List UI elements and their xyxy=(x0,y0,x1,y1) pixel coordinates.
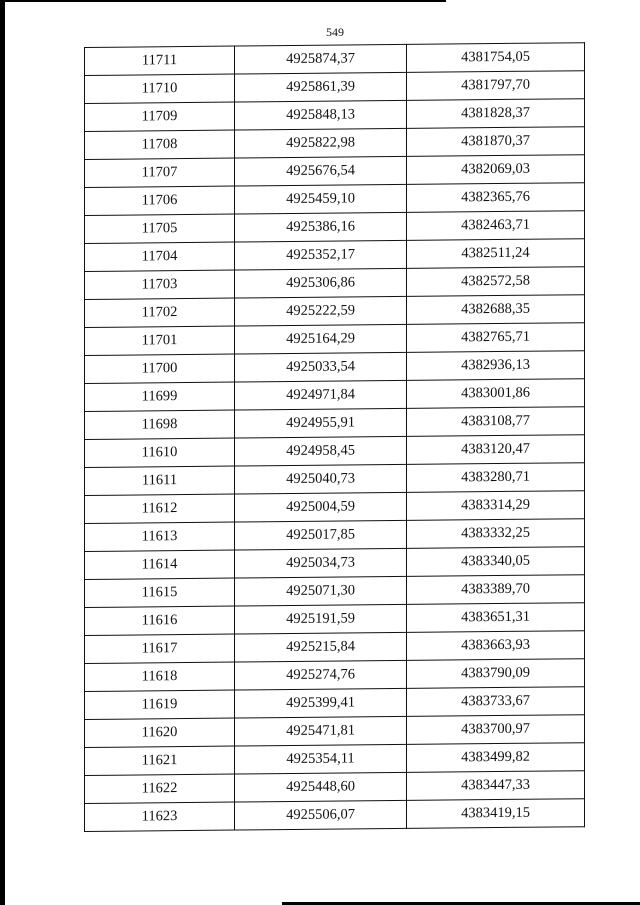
x-coordinate-cell: 4925448,60 xyxy=(235,772,407,802)
y-coordinate-cell: 4381870,37 xyxy=(407,127,585,157)
y-coordinate-cell: 4383733,67 xyxy=(407,687,585,717)
table-row xyxy=(85,379,585,412)
table-row xyxy=(85,715,585,748)
x-coordinate-cell: 4925874,37 xyxy=(235,44,407,74)
scan-border-top xyxy=(0,0,446,2)
x-coordinate-cell: 4925191,59 xyxy=(235,604,407,634)
point-number-cell: 11620 xyxy=(85,718,235,747)
y-coordinate-cell: 4383280,71 xyxy=(407,463,585,493)
table-row xyxy=(85,43,585,76)
point-number-cell: 11619 xyxy=(85,690,235,719)
y-coordinate-cell: 4382572,58 xyxy=(407,267,585,297)
point-number-cell: 11705 xyxy=(85,214,235,243)
y-coordinate-cell: 4383340,05 xyxy=(407,547,585,577)
table-row xyxy=(85,323,585,356)
point-number-cell: 11610 xyxy=(85,438,235,467)
table-row xyxy=(85,71,585,104)
table-row xyxy=(85,407,585,440)
x-coordinate-cell: 4925459,10 xyxy=(235,184,407,214)
y-coordinate-cell: 4383790,09 xyxy=(407,659,585,689)
table-row xyxy=(85,491,585,524)
table-row xyxy=(85,99,585,132)
table-row xyxy=(85,771,585,804)
table-row xyxy=(85,127,585,160)
point-number-cell: 11710 xyxy=(85,74,235,103)
y-coordinate-cell: 4383108,77 xyxy=(407,407,585,437)
y-coordinate-cell: 4383700,97 xyxy=(407,715,585,745)
y-coordinate-cell: 4382463,71 xyxy=(407,211,585,241)
table-row xyxy=(85,659,585,692)
point-number-cell: 11616 xyxy=(85,606,235,635)
point-number-cell: 11701 xyxy=(85,326,235,355)
table-row xyxy=(85,463,585,496)
x-coordinate-cell: 4925034,73 xyxy=(235,548,407,578)
y-coordinate-cell: 4383120,47 xyxy=(407,435,585,465)
x-coordinate-cell: 4925040,73 xyxy=(235,464,407,494)
x-coordinate-cell: 4924971,84 xyxy=(235,380,407,410)
table-row xyxy=(85,239,585,272)
y-coordinate-cell: 4383419,15 xyxy=(407,799,585,829)
table-row xyxy=(85,687,585,720)
y-coordinate-cell: 4383651,31 xyxy=(407,603,585,633)
point-number-cell: 11708 xyxy=(85,130,235,159)
y-coordinate-cell: 4383332,25 xyxy=(407,519,585,549)
y-coordinate-cell: 4381797,70 xyxy=(407,71,585,101)
table-row xyxy=(85,631,585,664)
point-number-cell: 11621 xyxy=(85,746,235,775)
x-coordinate-cell: 4925164,29 xyxy=(235,324,407,354)
point-number-cell: 11704 xyxy=(85,242,235,271)
point-number-cell: 11623 xyxy=(85,802,235,831)
table-row xyxy=(85,183,585,216)
table-row xyxy=(85,155,585,188)
point-number-cell: 11709 xyxy=(85,102,235,131)
y-coordinate-cell: 4382511,24 xyxy=(407,239,585,269)
y-coordinate-cell: 4382688,35 xyxy=(407,295,585,325)
table-row xyxy=(85,211,585,244)
x-coordinate-cell: 4925017,85 xyxy=(235,520,407,550)
x-coordinate-cell: 4925861,39 xyxy=(235,72,407,102)
x-coordinate-cell: 4925506,07 xyxy=(235,800,407,830)
x-coordinate-cell: 4925004,59 xyxy=(235,492,407,522)
coordinates-table xyxy=(84,42,585,832)
y-coordinate-cell: 4382069,03 xyxy=(407,155,585,185)
point-number-cell: 11702 xyxy=(85,298,235,327)
y-coordinate-cell: 4382365,76 xyxy=(407,183,585,213)
x-coordinate-cell: 4925033,54 xyxy=(235,352,407,382)
table-row xyxy=(85,575,585,608)
page-number: 549 xyxy=(326,25,344,39)
table-row xyxy=(85,547,585,580)
y-coordinate-cell: 4382765,71 xyxy=(407,323,585,353)
point-number-cell: 11617 xyxy=(85,634,235,663)
point-number-cell: 11699 xyxy=(85,382,235,411)
x-coordinate-cell: 4925386,16 xyxy=(235,212,407,242)
table-row xyxy=(85,295,585,328)
point-number-cell: 11707 xyxy=(85,158,235,187)
y-coordinate-cell: 4383001,86 xyxy=(407,379,585,409)
point-number-cell: 11612 xyxy=(85,494,235,523)
scan-border-left xyxy=(0,0,5,905)
y-coordinate-cell: 4382936,13 xyxy=(407,351,585,381)
y-coordinate-cell: 4381754,05 xyxy=(407,43,585,73)
table-row xyxy=(85,267,585,300)
point-number-cell: 11614 xyxy=(85,550,235,579)
point-number-cell: 11706 xyxy=(85,186,235,215)
x-coordinate-cell: 4925071,30 xyxy=(235,576,407,606)
point-number-cell: 11698 xyxy=(85,410,235,439)
x-coordinate-cell: 4925676,54 xyxy=(235,156,407,186)
x-coordinate-cell: 4925306,86 xyxy=(235,268,407,298)
x-coordinate-cell: 4925848,13 xyxy=(235,100,407,130)
x-coordinate-cell: 4925274,76 xyxy=(235,660,407,690)
x-coordinate-cell: 4925471,81 xyxy=(235,716,407,746)
x-coordinate-cell: 4924955,91 xyxy=(235,408,407,438)
y-coordinate-cell: 4383663,93 xyxy=(407,631,585,661)
y-coordinate-cell: 4383499,82 xyxy=(407,743,585,773)
y-coordinate-cell: 4383389,70 xyxy=(407,575,585,605)
x-coordinate-cell: 4925354,11 xyxy=(235,744,407,774)
x-coordinate-cell: 4925215,84 xyxy=(235,632,407,662)
x-coordinate-cell: 4925399,41 xyxy=(235,688,407,718)
point-number-cell: 11615 xyxy=(85,578,235,607)
x-coordinate-cell: 4924958,45 xyxy=(235,436,407,466)
table-row xyxy=(85,519,585,552)
point-number-cell: 11703 xyxy=(85,270,235,299)
point-number-cell: 11618 xyxy=(85,662,235,691)
point-number-cell: 11622 xyxy=(85,774,235,803)
point-number-cell: 11700 xyxy=(85,354,235,383)
y-coordinate-cell: 4383447,33 xyxy=(407,771,585,801)
table-row xyxy=(85,743,585,776)
point-number-cell: 11611 xyxy=(85,466,235,495)
y-coordinate-cell: 4381828,37 xyxy=(407,99,585,129)
table-row xyxy=(85,351,585,384)
table-row xyxy=(85,435,585,468)
x-coordinate-cell: 4925222,59 xyxy=(235,296,407,326)
point-number-cell: 11711 xyxy=(85,46,235,75)
table-row xyxy=(85,799,585,832)
y-coordinate-cell: 4383314,29 xyxy=(407,491,585,521)
coordinates-table-body xyxy=(85,43,585,832)
x-coordinate-cell: 4925352,17 xyxy=(235,240,407,270)
coordinates-table-wrapper xyxy=(84,42,584,832)
table-row xyxy=(85,603,585,636)
x-coordinate-cell: 4925822,98 xyxy=(235,128,407,158)
point-number-cell: 11613 xyxy=(85,522,235,551)
